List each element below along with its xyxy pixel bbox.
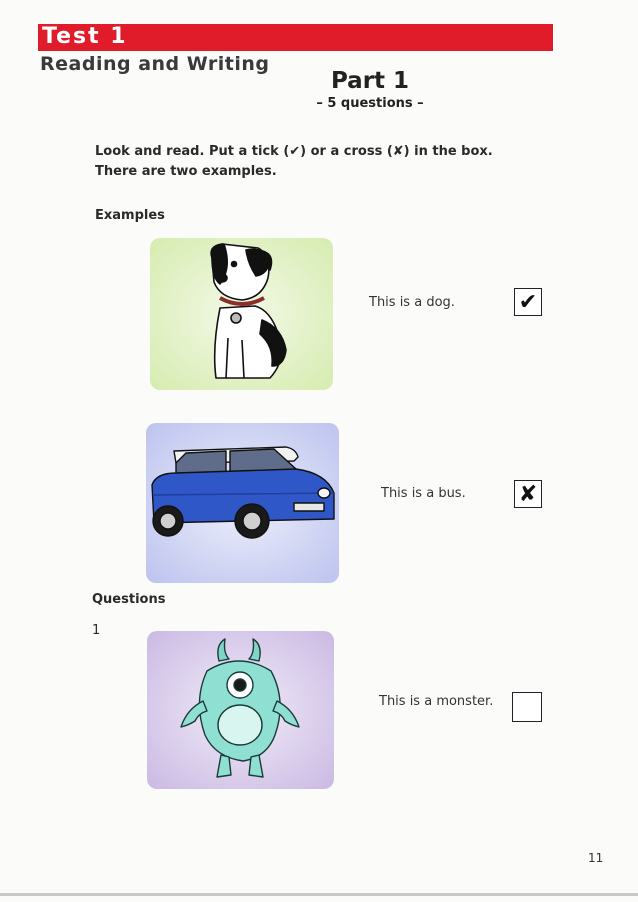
car-picture [146, 423, 339, 583]
questions-label: Questions [92, 592, 166, 607]
answer-box-example-1 [514, 288, 542, 316]
instruction-line-2: There are two examples. [95, 164, 277, 179]
part-title: Part 1 [330, 68, 410, 94]
sentence-1: This is a dog. [369, 295, 455, 310]
answer-box-question-1[interactable] [512, 692, 542, 722]
answer-box-example-2 [514, 480, 542, 508]
question-number: 1 [92, 623, 101, 638]
test-label: Test 1 [42, 24, 128, 49]
examples-label: Examples [95, 208, 165, 223]
page-number: 11 [588, 851, 604, 865]
tick-mark: ✔ [518, 289, 538, 315]
cross-mark: ✘ [518, 481, 538, 507]
part-subtitle: – 5 questions – [316, 96, 424, 111]
subtitle: Reading and Writing [40, 53, 270, 75]
monster-picture [147, 631, 334, 789]
sentence-2: This is a bus. [381, 486, 466, 501]
instruction-line-1: Look and read. Put a tick (✔) or a cross (✘) in the box. [95, 144, 493, 159]
bottom-edge [0, 893, 638, 896]
dog-picture [150, 238, 333, 390]
instructions [95, 142, 515, 182]
sentence-3: This is a monster. [379, 694, 494, 709]
